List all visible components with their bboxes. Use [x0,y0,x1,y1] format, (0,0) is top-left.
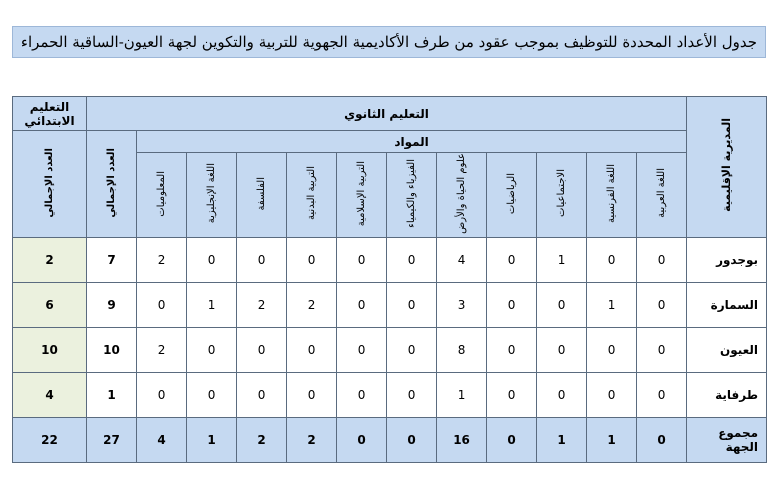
primary-total: 4 [13,372,87,417]
subject-value: 1 [437,372,487,417]
subject-value: 1 [587,282,637,327]
subject-value: 0 [537,372,587,417]
secondary-total: 1 [87,372,137,417]
secondary-total: 9 [87,282,137,327]
primary-total-header: العدد الإجمالي [13,131,87,238]
subject-value: 0 [387,417,437,462]
directorate-name: مجموع الجهة [687,417,767,462]
subject-header: المعلوميات [137,153,187,238]
directorate-name: العيون [687,327,767,372]
subject-value: 0 [337,237,387,282]
primary-total: 6 [13,282,87,327]
directorate-name: السمارة [687,282,767,327]
subject-value: 1 [537,417,587,462]
recruitment-table [12,96,767,463]
subject-value: 2 [137,327,187,372]
table-title: جدول الأعداد المحددة للتوظيف بموجب عقود من طرف الأكاديمية الجهوية للتربية والتكوين لجهة العيون-الساقية الحمراء [12,26,766,58]
subject-value: 0 [637,327,687,372]
subject-value: 0 [387,282,437,327]
subject-value: 1 [187,282,237,327]
subject-value: 3 [437,282,487,327]
secondary-total: 27 [87,417,137,462]
subject-value: 1 [187,417,237,462]
subject-value: 1 [587,417,637,462]
subject-value: 0 [337,327,387,372]
secondary-total-header: العدد الإجمالي [87,131,137,238]
subject-header: الاجتماعيات [537,153,587,238]
subject-header: الفيزياء والكيمياء [387,153,437,238]
subjects-header: المواد [137,131,687,153]
subject-value: 0 [337,282,387,327]
subject-value: 0 [137,282,187,327]
primary-header: التعليم الابتدائي [13,97,87,131]
subject-value: 0 [387,237,437,282]
subject-value: 0 [537,327,587,372]
table-row [13,237,767,282]
subject-value: 0 [337,372,387,417]
subject-value: 0 [287,372,337,417]
subject-value: 0 [187,237,237,282]
subject-value: 0 [137,372,187,417]
subject-value: 16 [437,417,487,462]
subject-header: اللغة الإنجليزية [187,153,237,238]
subject-header: الرياضيات [487,153,537,238]
subject-value: 4 [137,417,187,462]
subject-value: 2 [237,282,287,327]
subject-value: 0 [237,327,287,372]
subject-header: اللغة العربية [637,153,687,238]
directorate-name: بوجدور [687,237,767,282]
secondary-total: 10 [87,327,137,372]
primary-total: 22 [13,417,87,462]
subject-value: 0 [637,282,687,327]
subject-value: 0 [587,372,637,417]
subject-value: 2 [287,282,337,327]
subject-value: 2 [137,237,187,282]
subject-value: 0 [637,417,687,462]
subject-value: 0 [487,417,537,462]
subject-value: 4 [437,237,487,282]
subject-value: 0 [387,372,437,417]
subject-value: 0 [237,237,287,282]
primary-total: 2 [13,237,87,282]
subject-header: اللغة الفرنسية [587,153,637,238]
table-row [13,282,767,327]
subject-value: 2 [287,417,337,462]
subject-header: التربية الإسلامية [337,153,387,238]
subject-value: 8 [437,327,487,372]
subject-value: 0 [287,237,337,282]
subject-header: الفلسفة [237,153,287,238]
subject-value: 2 [237,417,287,462]
subject-value: 0 [487,237,537,282]
subject-value: 0 [487,327,537,372]
subject-value: 0 [537,282,587,327]
table-row [13,372,767,417]
subject-header: علوم الحياة والأرض [437,153,487,238]
subject-value: 0 [637,372,687,417]
total-row [13,417,767,462]
table-row [13,327,767,372]
subject-value: 0 [637,237,687,282]
subject-header: التربية البدنية [287,153,337,238]
subject-value: 0 [387,327,437,372]
subject-value: 1 [537,237,587,282]
subject-value: 0 [187,372,237,417]
primary-total: 10 [13,327,87,372]
subject-value: 0 [187,327,237,372]
directorate-name: طرفاية [687,372,767,417]
subject-value: 0 [587,237,637,282]
subject-value: 0 [287,327,337,372]
directorate-header: المديرية الإقليمية [687,97,767,238]
secondary-header: التعليم الثانوي [87,97,687,131]
subject-value: 0 [237,372,287,417]
subject-value: 0 [337,417,387,462]
secondary-total: 7 [87,237,137,282]
subject-value: 0 [587,327,637,372]
subject-value: 0 [487,372,537,417]
subject-value: 0 [487,282,537,327]
